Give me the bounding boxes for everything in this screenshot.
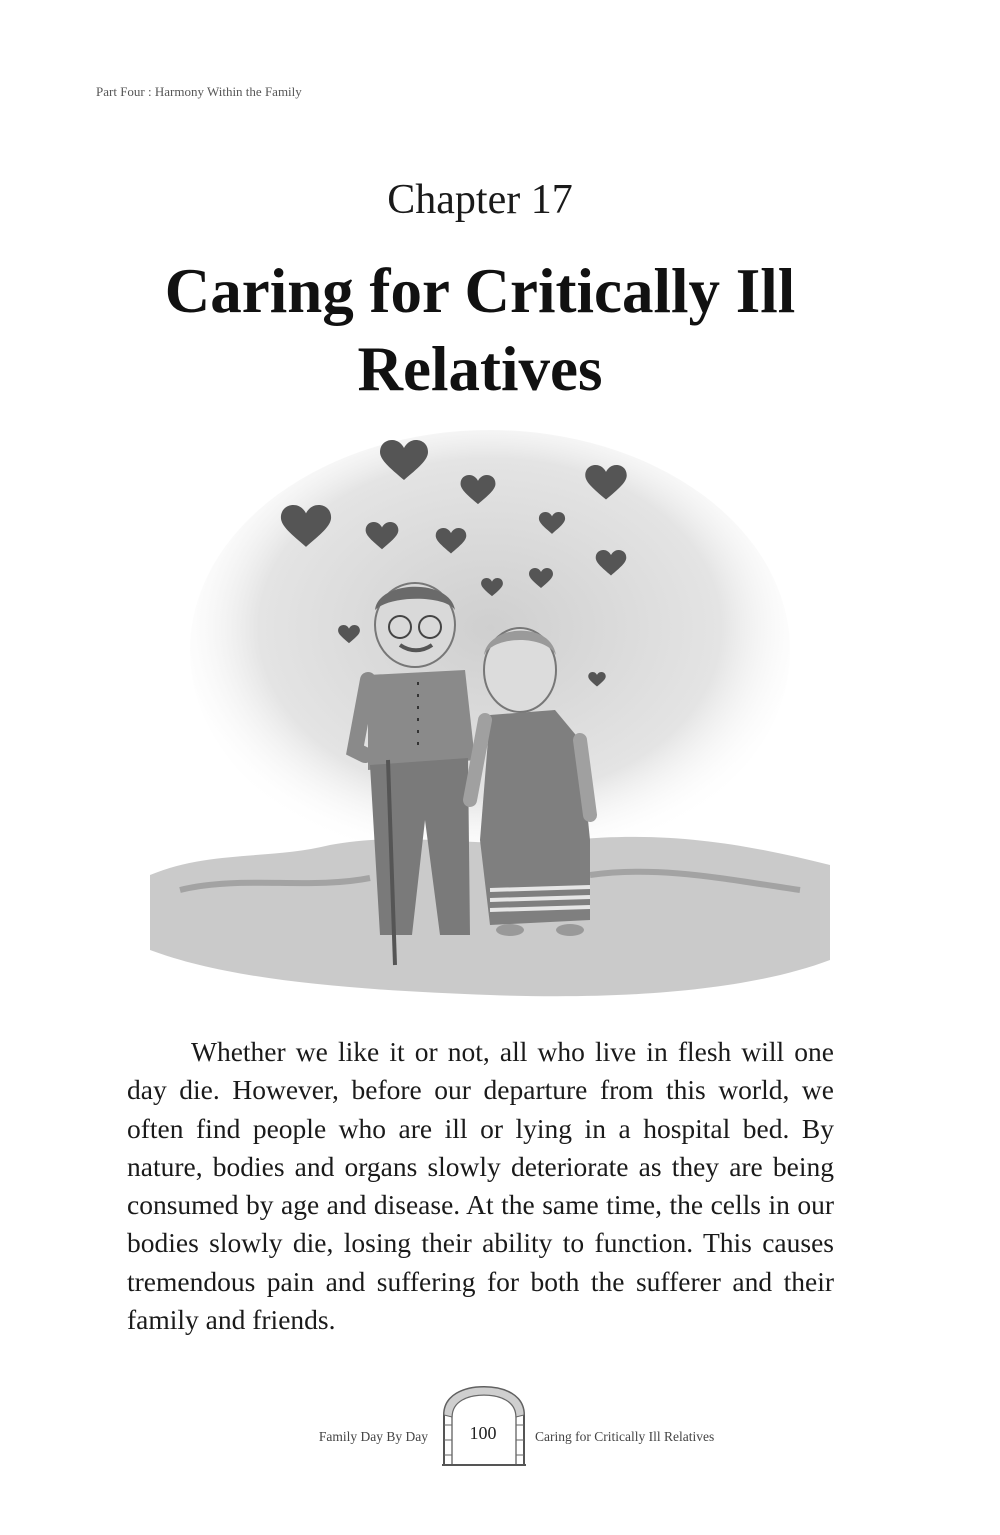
footer-chapter-title: Caring for Critically Ill Relatives <box>535 1429 715 1444</box>
page-footer <box>0 1385 1000 1475</box>
chapter-number: Chapter 17 <box>387 177 573 223</box>
page-number: 100 <box>457 1423 509 1444</box>
body-paragraph: Whether we like it or not, all who live in flesh will one day die. However, before our departure from this world, we often find people who are ill or lying in a hospital bed. By nature, bodies and organs slowly deteriorate as they are being consumed by age and disease. At the same time, the cells in our bodies slowly die, losing their ability to function. This causes tremendous pain and suffering for both the sufferer and their family and friends. <box>127 1036 834 1336</box>
footer-book-title: Family Day By Day <box>318 1429 428 1444</box>
couple-illustration <box>150 420 830 1020</box>
chapter-title: Caring for Critically Ill Relatives <box>164 256 796 404</box>
running-head: Part Four : Harmony Within the Family <box>96 84 302 99</box>
